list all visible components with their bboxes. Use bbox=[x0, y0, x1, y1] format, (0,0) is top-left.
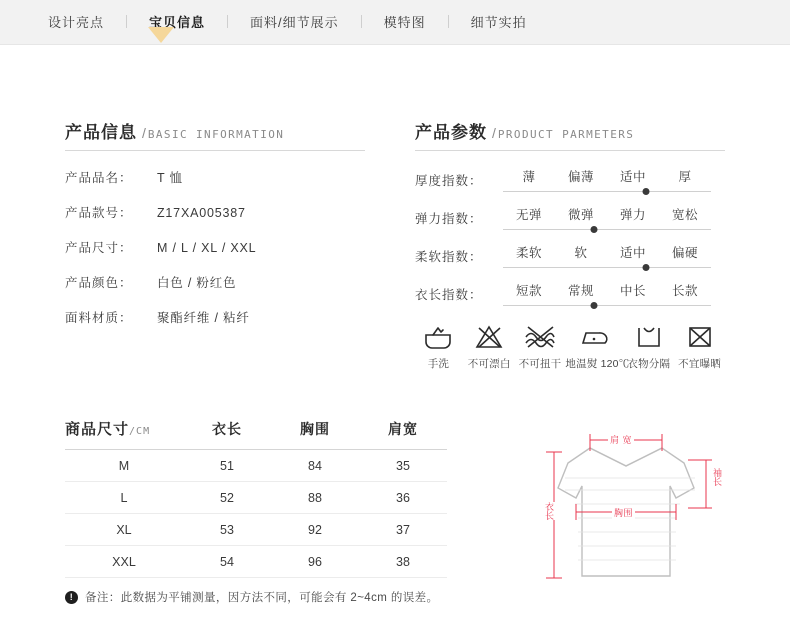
parameter-option: 常规 bbox=[567, 284, 594, 298]
info-value: 白色 / 粉红色 bbox=[157, 276, 237, 290]
info-row bbox=[65, 308, 365, 326]
cell-shoulder: 37 bbox=[396, 522, 410, 537]
cell-shoulder: 35 bbox=[396, 458, 410, 473]
wash-care-icons bbox=[413, 322, 725, 371]
parameter-label: 弹力指数： bbox=[415, 212, 483, 226]
no-wring-icon bbox=[515, 322, 566, 352]
tab-detail-shots[interactable]: 细节实拍 bbox=[470, 15, 527, 30]
column-header-shoulder: 肩宽 bbox=[388, 421, 418, 437]
diagram-label-shoulder: 肩 宽 bbox=[610, 435, 633, 445]
title-slash: / bbox=[142, 125, 146, 141]
info-label: 产品款号： bbox=[65, 206, 133, 220]
row-size-label: XXL bbox=[112, 554, 136, 569]
wash-care-label: 不可扭干 bbox=[518, 358, 562, 370]
info-row bbox=[65, 273, 365, 291]
row-size-label: M bbox=[118, 458, 130, 473]
cell-length: 52 bbox=[220, 490, 234, 505]
parameter-label: 衣长指数： bbox=[415, 288, 483, 302]
wash-care-item bbox=[623, 322, 674, 371]
tab-model-photos[interactable]: 模特图 bbox=[383, 15, 426, 30]
parameter-option: 薄 bbox=[522, 170, 536, 184]
size-table-note-text: 备注：此数据为平铺测量，因方法不同，可能会有 2~4cm 的误差。 bbox=[85, 592, 439, 604]
separate-wash-icon bbox=[623, 322, 674, 352]
wash-care-item bbox=[515, 322, 566, 371]
basic-information-title-cn: 产品信息 bbox=[65, 123, 137, 142]
title-slash: / bbox=[492, 125, 496, 141]
no-sun-dry-icon bbox=[674, 322, 725, 352]
info-label: 面料材质： bbox=[65, 311, 133, 325]
info-row bbox=[65, 203, 365, 221]
info-value: 聚酯纤维 / 粘纤 bbox=[157, 311, 250, 325]
parameter-option: 弹力 bbox=[619, 208, 646, 222]
parameter-option: 长款 bbox=[671, 284, 698, 298]
table-row bbox=[65, 514, 447, 546]
section-tab-bar bbox=[0, 0, 790, 45]
size-table-title bbox=[65, 418, 183, 439]
size-table bbox=[65, 418, 447, 605]
basic-information-title-en: BASIC INFORMATION bbox=[147, 128, 285, 141]
cell-length: 54 bbox=[220, 554, 234, 569]
garment-measurement-diagram bbox=[520, 418, 750, 598]
info-row bbox=[65, 238, 365, 256]
tab-product-info[interactable]: 宝贝信息 bbox=[149, 15, 206, 30]
column-header-length: 衣长 bbox=[212, 421, 242, 437]
parameter-option: 宽松 bbox=[671, 208, 698, 222]
product-parameters-title-cn: 产品参数 bbox=[415, 123, 487, 142]
parameter-option: 偏薄 bbox=[567, 170, 594, 184]
wash-care-item bbox=[565, 322, 630, 371]
row-size-label: XL bbox=[116, 522, 132, 537]
wash-care-label: 手洗 bbox=[427, 358, 450, 370]
wash-care-label: 不可漂白 bbox=[467, 358, 511, 370]
wash-care-label: 衣物分隔 bbox=[627, 358, 671, 370]
parameter-option: 柔软 bbox=[515, 246, 542, 260]
info-value: M / L / XL / XXL bbox=[157, 241, 257, 255]
parameter-label: 厚度指数： bbox=[415, 174, 483, 188]
parameter-scale-line bbox=[503, 305, 711, 306]
parameter-row-length bbox=[415, 281, 725, 319]
parameter-option: 偏硬 bbox=[671, 246, 698, 260]
table-row bbox=[65, 546, 447, 578]
diagram-label-sleeve: 袖长 bbox=[712, 468, 722, 486]
parameter-scale-line bbox=[503, 191, 711, 192]
basic-information-block bbox=[65, 118, 365, 343]
parameter-option: 无弹 bbox=[515, 208, 542, 222]
size-table-title-slash: / bbox=[129, 426, 137, 437]
cell-shoulder: 38 bbox=[396, 554, 410, 569]
product-parameters-block bbox=[415, 118, 725, 319]
table-row bbox=[65, 450, 447, 482]
parameter-row-thickness bbox=[415, 167, 725, 205]
parameter-row-softness bbox=[415, 243, 725, 281]
parameter-option: 软 bbox=[574, 246, 588, 260]
size-table-note bbox=[65, 589, 447, 605]
tab-design-highlights[interactable]: 设计亮点 bbox=[48, 15, 105, 30]
product-parameters-heading bbox=[415, 118, 725, 151]
cell-bust: 88 bbox=[308, 490, 322, 505]
wash-care-item bbox=[674, 322, 725, 371]
wash-care-label: 地温熨 120℃ bbox=[565, 358, 630, 370]
parameter-option: 微弹 bbox=[567, 208, 594, 222]
parameter-option: 短款 bbox=[515, 284, 542, 298]
parameter-scale-line bbox=[503, 229, 711, 230]
wash-care-item bbox=[464, 322, 515, 371]
info-value: T 恤 bbox=[157, 171, 183, 185]
cell-bust: 92 bbox=[308, 522, 322, 537]
parameter-scale-line bbox=[503, 267, 711, 268]
row-size-label: L bbox=[120, 490, 128, 505]
table-row bbox=[65, 482, 447, 514]
info-label: 产品颜色： bbox=[65, 276, 133, 290]
diagram-label-length: 衣长 bbox=[544, 502, 554, 520]
info-label: 产品尺寸： bbox=[65, 241, 133, 255]
hand-wash-icon bbox=[413, 322, 464, 352]
parameter-row-elasticity bbox=[415, 205, 725, 243]
no-bleach-icon bbox=[464, 322, 515, 352]
size-table-unit: CM bbox=[136, 426, 151, 437]
basic-information-heading bbox=[65, 118, 365, 151]
parameter-option: 厚 bbox=[678, 170, 692, 184]
parameter-selected-marker bbox=[643, 264, 650, 271]
parameter-selected-marker bbox=[591, 302, 598, 309]
tab-fabric-detail[interactable]: 面料/细节展示 bbox=[250, 15, 339, 30]
size-table-title-cn: 商品尺寸 bbox=[65, 421, 130, 438]
cell-length: 53 bbox=[220, 522, 234, 537]
cell-length: 51 bbox=[220, 458, 234, 473]
cell-shoulder: 36 bbox=[396, 490, 410, 505]
parameter-selected-marker bbox=[643, 188, 650, 195]
parameter-selected-marker bbox=[591, 226, 598, 233]
exclamation-icon: ! bbox=[65, 591, 78, 604]
iron-low-icon bbox=[565, 322, 623, 352]
product-parameters-title-en: PRODUCT PARMETERS bbox=[497, 128, 635, 141]
active-tab-arrow-icon bbox=[148, 27, 174, 43]
parameter-option: 中长 bbox=[619, 284, 646, 298]
diagram-label-chest: 胸围 bbox=[614, 508, 634, 518]
info-value: Z17XA005387 bbox=[157, 206, 246, 220]
cell-bust: 96 bbox=[308, 554, 322, 569]
column-header-bust: 胸围 bbox=[300, 421, 330, 437]
wash-care-item bbox=[413, 322, 464, 371]
parameter-option: 适中 bbox=[619, 246, 646, 260]
parameter-label: 柔软指数： bbox=[415, 250, 483, 264]
cell-bust: 84 bbox=[308, 458, 322, 473]
info-row bbox=[65, 168, 365, 186]
wash-care-label: 不宜曝晒 bbox=[678, 358, 721, 370]
info-label: 产品品名： bbox=[65, 171, 133, 185]
parameter-option: 适中 bbox=[619, 170, 646, 184]
size-table-header-row bbox=[65, 418, 447, 450]
